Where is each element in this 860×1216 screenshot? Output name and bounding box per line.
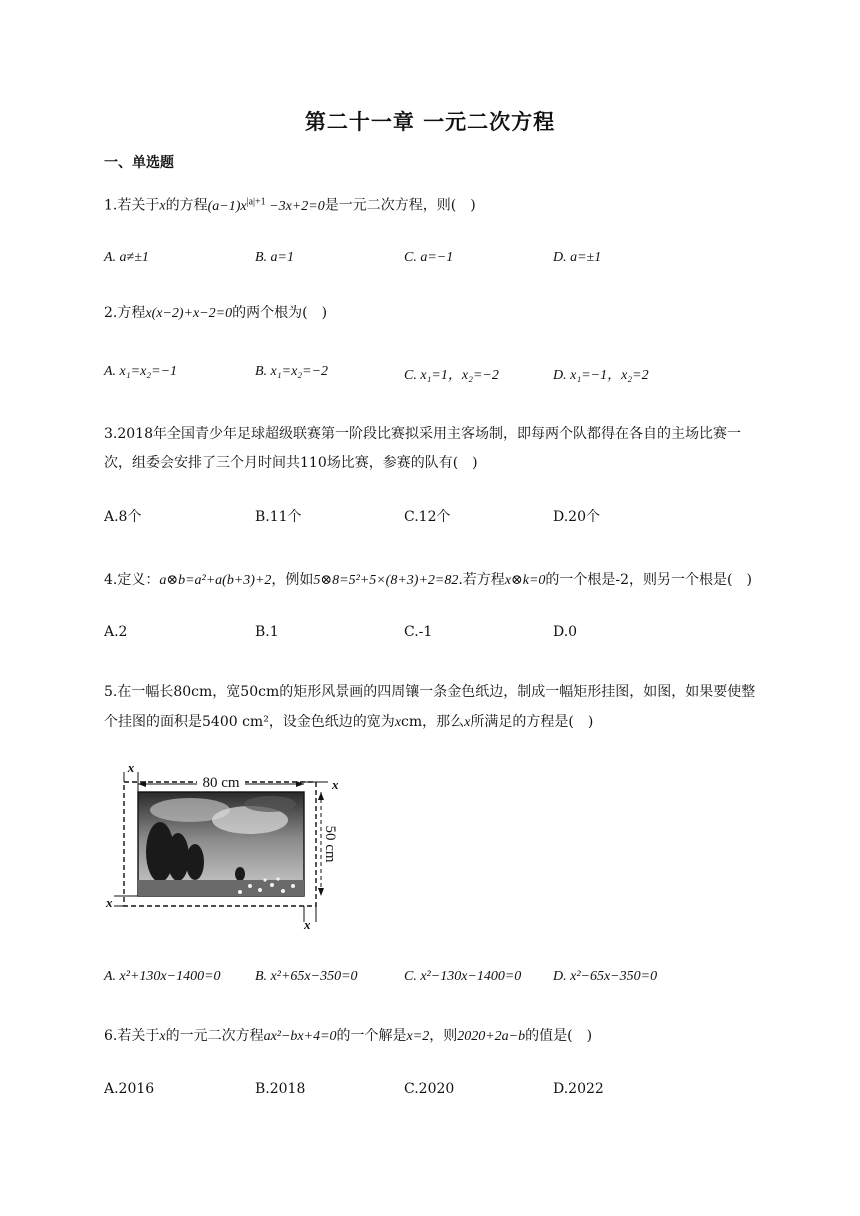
option-b[interactable]: B. a=1 (255, 250, 294, 265)
option-a[interactable]: A.2 (104, 624, 128, 640)
question-3: 3.2018年全国青少年足球超级联赛第一阶段比赛拟采用主客场制，即每两个队都得在各自的主场比赛一次，组委会安排了三个月时间共110场比赛，参赛的队有( ) (104, 426, 741, 471)
question-2: 2.方程x(x−2)+x−2=0的两个根为( ) (104, 305, 328, 321)
option-c[interactable]: C. a=−1 (404, 250, 454, 265)
option-b[interactable]: B. x²+65x−350=0 (255, 969, 358, 984)
option-d[interactable]: D.2022 (553, 1081, 604, 1097)
q4-definition: a⊗b=a²+a(b+3)+2 (159, 573, 272, 588)
option-c[interactable]: C. x²−130x−1400=0 (404, 969, 522, 984)
option-c[interactable]: C.-1 (404, 624, 433, 640)
option-d[interactable]: D. x₁=−1，x₂=2 (553, 368, 649, 383)
option-a[interactable]: A.8个 (104, 509, 142, 525)
q6-equation: ax²−bx+4=0 (263, 1029, 337, 1044)
question-3-options (104, 506, 764, 528)
q4-example: 5⊗8=5²+5×(8+3)+2=82 (313, 573, 459, 588)
question-6: 6.若关于x的一元二次方程ax²−bx+4=0的一个解是x=2，则2020+2a−b的值是( ) (104, 1028, 593, 1044)
option-b[interactable]: B. x₁=x₂=−2 (255, 364, 329, 379)
q2-equation: x(x−2)+x−2=0 (145, 306, 233, 321)
q4-equation: x⊗k=0 (504, 573, 546, 588)
option-b[interactable]: B.1 (255, 624, 279, 640)
question-1: 1.若关于x的方程$(a-1)x^{|a|+1} -3x+2=0$是一元二次方程，则( ) (104, 196, 476, 214)
framed-painting-figure (100, 762, 340, 934)
question-5: 5.在一幅长80cm，宽50cm的矩形风景画的四周镶一条金色纸边，制成一幅矩形挂图，如图，如果要使整个挂图的面积是5400 cm²，设金色纸边的宽为xcm，那么x所满足的方程是( ) (104, 684, 756, 730)
q1-equation: $(a-1)x^{|a|+1} -3x+2=0$ (207, 196, 325, 214)
question-2-options (104, 364, 764, 386)
q6-expression: 2020+2a−b (457, 1029, 526, 1044)
question-4-options (104, 624, 764, 646)
option-b[interactable]: B.2018 (255, 1081, 306, 1097)
question-5-options (104, 969, 764, 991)
option-a[interactable]: A.2016 (104, 1081, 155, 1097)
option-d[interactable]: D.20个 (553, 509, 600, 525)
q5-area: 5400 cm² (202, 714, 269, 730)
q6-solution: x=2 (406, 1029, 430, 1044)
option-c[interactable]: C. x₁=1，x₂=−2 (404, 368, 499, 383)
margin-label-top: x (127, 762, 135, 775)
option-d[interactable]: D.0 (553, 624, 578, 640)
margin-label-bottom: x (304, 917, 311, 932)
page-title: 第二十一章 一元二次方程 (304, 109, 556, 134)
option-a[interactable]: A. x²+130x−1400=0 (104, 969, 221, 984)
margin-label-left: x (106, 895, 113, 910)
section-heading: 一、单选题 (104, 155, 174, 171)
width-label: 80 cm (202, 775, 240, 791)
question-4: 4.定义：a⊗b=a²+a(b+3)+2，例如5⊗8=5²+5×(8+3)+2=82.若方程x⊗k=0的一个根是-2，则另一个根是( ) (104, 572, 752, 588)
option-d[interactable]: D. x²−65x−350=0 (553, 969, 658, 984)
option-c[interactable]: C.12个 (404, 509, 451, 525)
option-a[interactable]: A. x₁=x₂=−1 (104, 364, 178, 379)
question-1-options (104, 250, 764, 272)
question-6-options (104, 1081, 764, 1103)
margin-label-right: x (332, 777, 339, 792)
option-c[interactable]: C.2020 (404, 1081, 455, 1097)
option-a[interactable]: A. a≠±1 (104, 250, 149, 265)
option-b[interactable]: B.11个 (255, 509, 302, 525)
height-label: 50 cm (322, 825, 338, 863)
option-d[interactable]: D. a=±1 (553, 250, 602, 265)
